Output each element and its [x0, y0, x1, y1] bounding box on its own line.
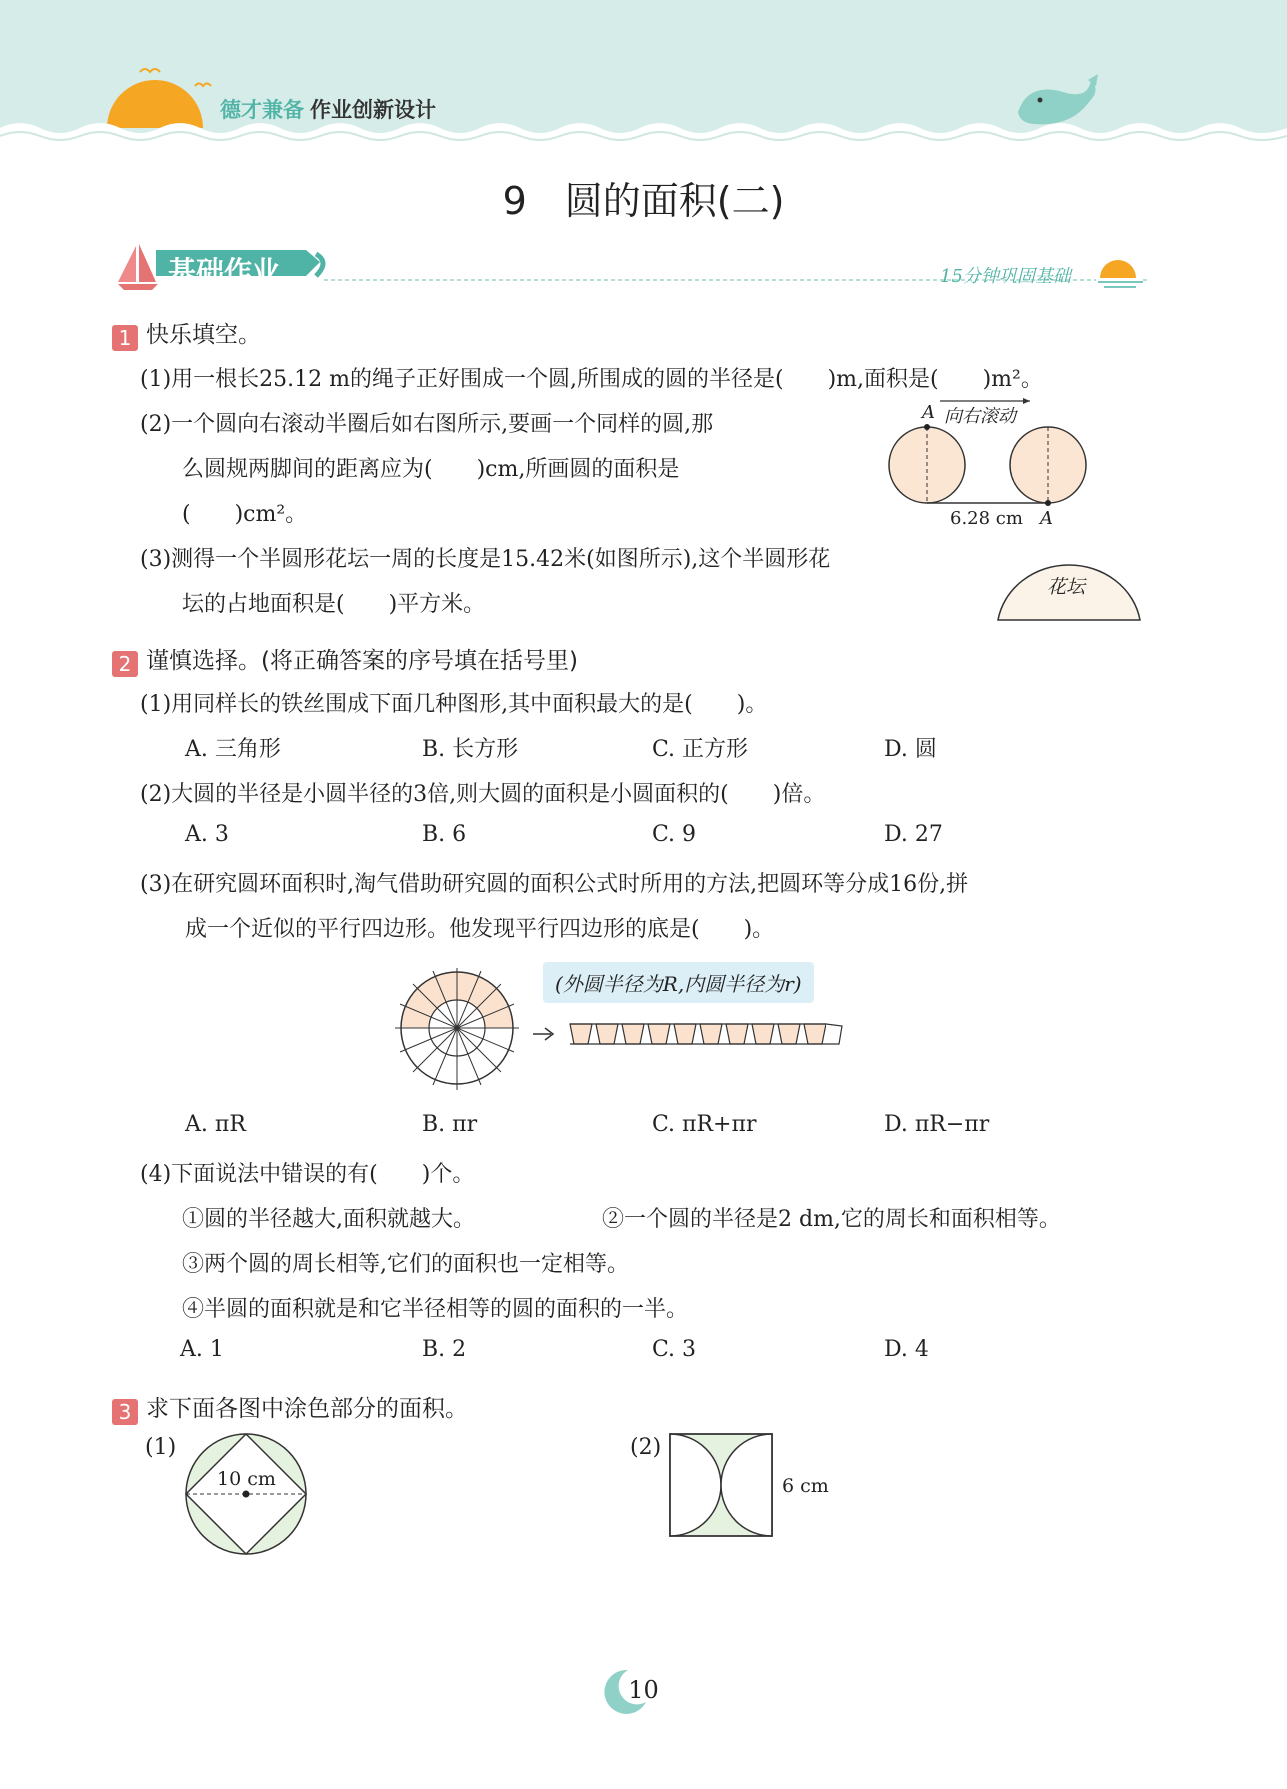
- section-label: 基础作业: [168, 255, 281, 288]
- q1-part-2-line-a: (2)一个圆向右滚动半圈后如右图所示,要画一个同样的圆,那: [140, 412, 714, 437]
- q1-part-1: (1)用一根长25.12 m的绳子正好围成一个圆,所围成的圆的半径是( )m,面积是( )m²。: [140, 367, 1043, 392]
- question-1-number: 1: [112, 325, 138, 351]
- q1-part-2-line-b: 么圆规两脚间的距离应为( )cm,所画圆的面积是: [182, 457, 680, 482]
- question-2-number: 2: [112, 651, 138, 677]
- q2-s3-option-b: B. πr: [422, 1112, 478, 1137]
- brand: [220, 94, 436, 124]
- sailboat-icon: [118, 244, 158, 290]
- q2-s1-option-b: B. 长方形: [422, 737, 519, 762]
- q2-sub-4: (4)下面说法中错误的有( )个。: [140, 1162, 475, 1187]
- fig-label-a-bottom: A: [1040, 508, 1053, 529]
- q2-s3-option-c: C. πR+πr: [652, 1112, 757, 1137]
- brand-colored: 德才兼备: [220, 97, 304, 122]
- q1-part-3-line-a: (3)测得一个半圆形花坛一周的长度是15.42米(如图所示),这个半圆形花: [140, 547, 831, 572]
- header-decoration: [0, 0, 1287, 160]
- q2-s1-option-d: D. 圆: [884, 737, 937, 762]
- q2-s2-option-a: A. 3: [185, 822, 229, 847]
- q3-figure-1: [182, 1430, 312, 1560]
- flowerbed-label: 花坛: [1047, 576, 1086, 598]
- q2-s2-option-b: B. 6: [422, 822, 467, 847]
- fig-label-a-top: A: [922, 402, 935, 423]
- brand-plain: 作业创新设计: [310, 97, 436, 122]
- q2-s3-option-a: A. πR: [185, 1112, 246, 1137]
- question-1-heading: [112, 316, 261, 351]
- q2-sub-3-line-b: 成一个近似的平行四边形。他发现平行四边形的底是( )。: [185, 917, 775, 942]
- q2-s2-option-c: C. 9: [652, 822, 697, 847]
- question-2-heading: [112, 642, 578, 677]
- q2-s3-option-d: D. πR−πr: [884, 1112, 990, 1137]
- q2-sub-3-line-a: (3)在研究圆环面积时,淘气借助研究圆的面积公式时所用的方法,把圆环等分成16份,拼: [140, 872, 969, 897]
- question-3-number: 3: [112, 1399, 138, 1425]
- q3-figure-1-label: (1): [145, 1435, 177, 1460]
- q3-figure-2-label: (2): [630, 1435, 662, 1460]
- page-title: 9 圆的面积(二): [502, 179, 785, 223]
- q2-s4-statement-4: ④半圆的面积就是和它半径相等的圆的面积的一半。: [182, 1297, 689, 1322]
- q1-part-2-line-c: ( )cm²。: [182, 502, 308, 527]
- q2-s4-option-a: A. 1: [180, 1337, 224, 1362]
- q2-s4-statement-1: ①圆的半径越大,面积就越大。: [182, 1207, 475, 1232]
- q2-sub-2: (2)大圆的半径是小圆半径的3倍,则大圆的面积是小圆面积的( )倍。: [140, 782, 826, 807]
- q2-s4-statement-2: ②一个圆的半径是2 dm,它的周长和面积相等。: [602, 1207, 1061, 1232]
- annulus-note: (外圆半径为R,内圆半径为r): [543, 962, 814, 1003]
- q3-figure-2-dimension: 6 cm: [782, 1475, 829, 1497]
- q2-s1-option-a: A. 三角形: [185, 737, 281, 762]
- question-3-title: 求下面各图中涂色部分的面积。: [146, 1396, 468, 1422]
- fig-label-length: 6.28 cm: [950, 508, 1023, 529]
- q2-s4-statement-3: ③两个圆的周长相等,它们的面积也一定相等。: [182, 1252, 629, 1277]
- question-1-title: 快乐填空。: [146, 322, 261, 348]
- question-3-heading: [112, 1390, 468, 1425]
- whale-icon: [1018, 74, 1098, 124]
- q1-part-3-line-b: 坛的占地面积是( )平方米。: [182, 592, 486, 617]
- q3-figure-1-dimension: 10 cm: [217, 1468, 276, 1490]
- q2-s1-option-c: C. 正方形: [652, 737, 749, 762]
- page-number: 10: [628, 1676, 659, 1704]
- question-2-title: 谨慎选择。(将正确答案的序号填在括号里): [146, 648, 578, 674]
- q3-figure-2: [668, 1430, 778, 1540]
- q2-s4-option-c: C. 3: [652, 1337, 697, 1362]
- fig-label-roll-direction: 向右滚动: [944, 406, 1016, 427]
- q2-s2-option-d: D. 27: [884, 822, 943, 847]
- section-subtitle: 15分钟巩固基础: [940, 266, 1071, 287]
- q2-sub-1: (1)用同样长的铁丝围成下面几种图形,其中面积最大的是( )。: [140, 692, 768, 717]
- q2-s4-option-b: B. 2: [422, 1337, 467, 1362]
- q2-s4-option-d: D. 4: [884, 1337, 929, 1362]
